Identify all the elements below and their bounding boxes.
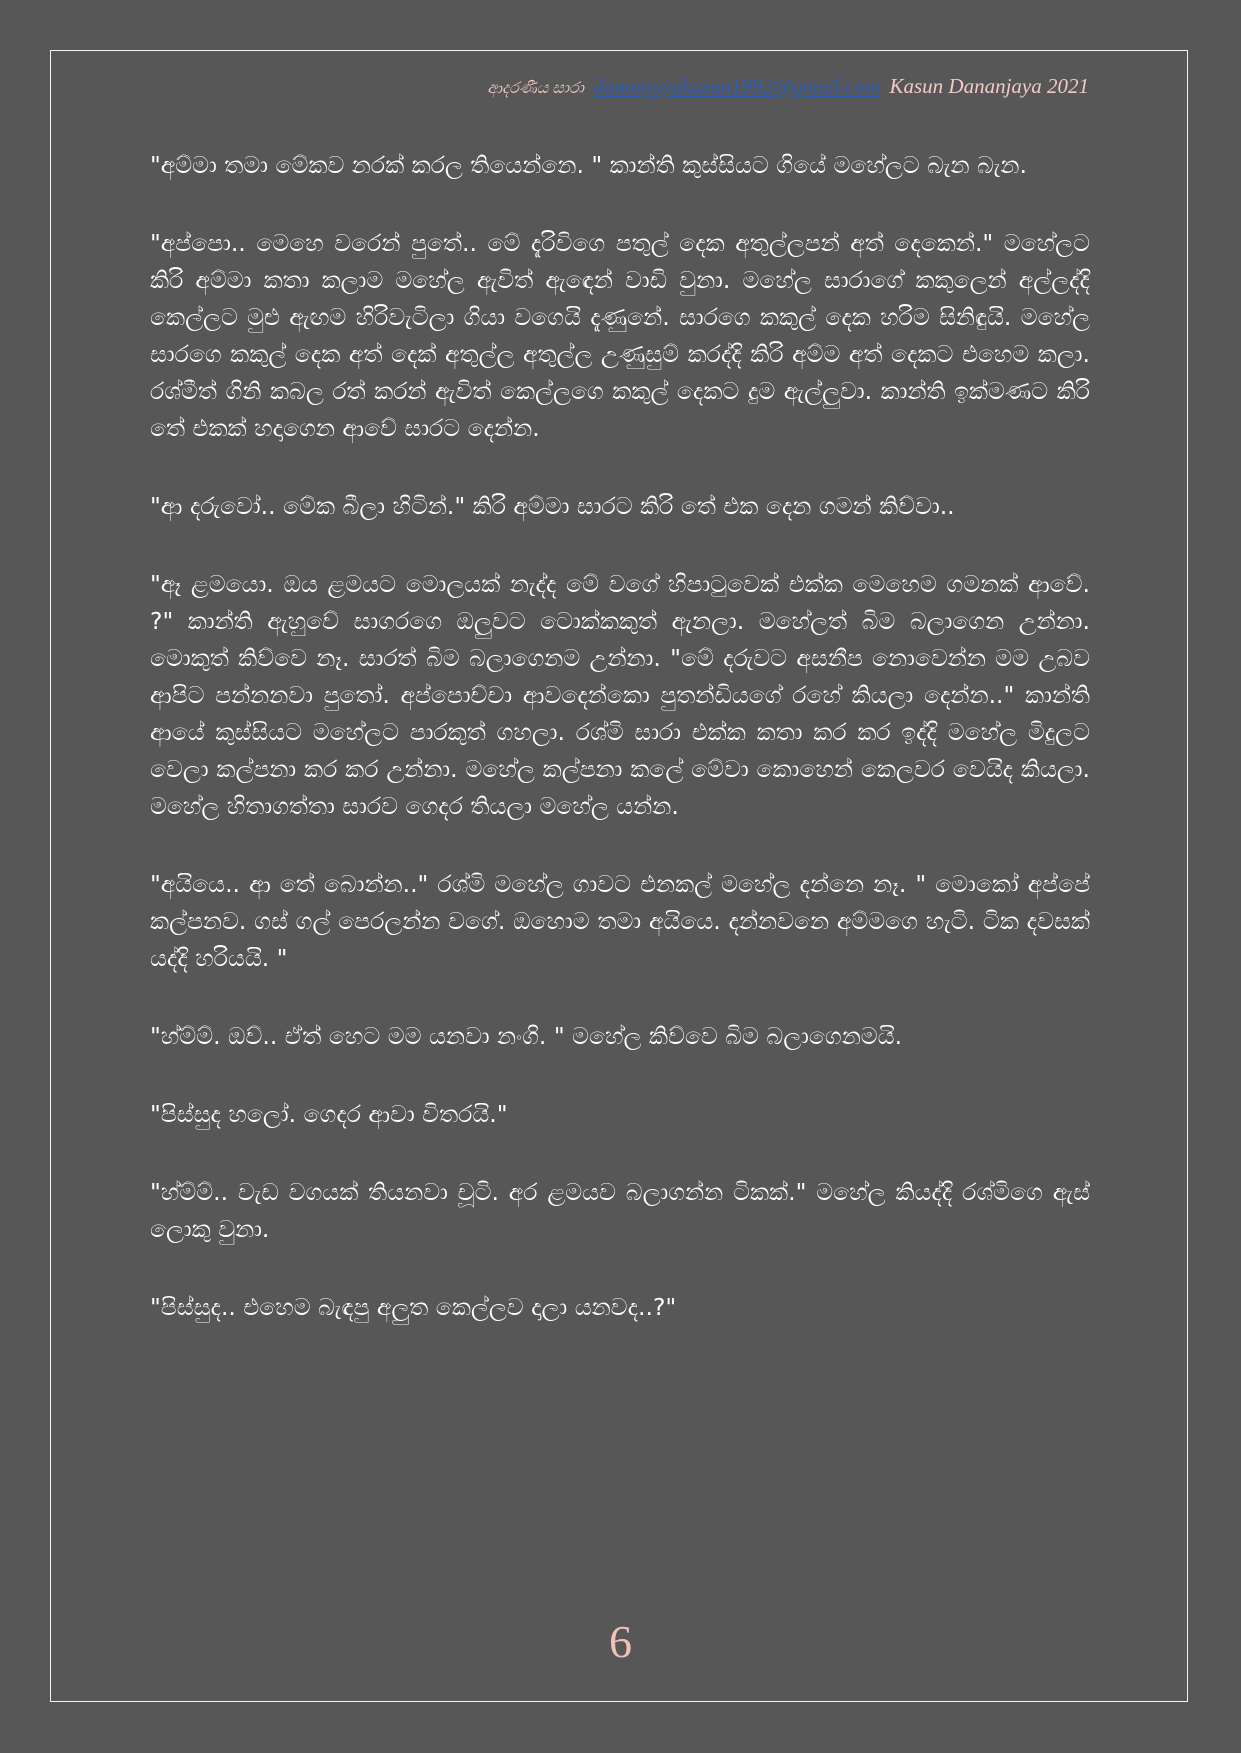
paragraph: "හ්ම්ම්. ඔව්.. ඒත් හෙට මම යනවා නංගි. " මහේල කිව්වෙ බිම බලාගෙනමයි. bbox=[150, 1022, 903, 1050]
author-email-link[interactable]: dananjayakasun1992@gmail.com bbox=[593, 74, 881, 98]
paragraph: "අප්පො.. මෙහෙ වරෙන් පුතේ.. මේ දැරිවිගෙ පතුල් දෙක අතුල්ලපන් අත් දෙකෙන්." මහේලට කිරි අම්මා කතා කලාම මහේල ඇවිත් ඇඳෙන් වාඩි වුනා. මහේල සාරාගේ කකුලෙන් අල්ලද්දි කෙල්ලට මුළු ඇඟම හිරිවැටිලා ගියා වගෙයි දැණුනේ. සාරගෙ කකුල් දෙක හරිම සිනිඳුයි. මහේල සාරගෙ කකුල් දෙක අත් දෙක් අතුල්ල අතුල්ල උණුසුම් කරද්දි කිරි අම්ම අත් දෙකට එහෙම කලා. රශ්මීත් ගිනි කබල රත් කරන් ඇවිත් කෙල්ලගෙ කකුල් දෙකට දුම ඇල්ලුවා. කාන්ති ඉක්මණට කිරි තේ එකක් හදාගෙන ආවේ සාරට දෙන්න. bbox=[150, 229, 1090, 442]
author-name: Kasun Dananjaya 2021 bbox=[889, 74, 1089, 98]
paragraph: "හ්ම්ම්.. වැඩ වගයක් තියනවා චූටි. අර ළමයව බලාගන්න ටිකක්." මහේල කියද්දි රශ්මිගෙ ඇස් ලොකු වුනා. bbox=[150, 1178, 1090, 1243]
story-body bbox=[150, 147, 1090, 1367]
paragraph: "අයියෙ.. ආ තේ බොන්න.." රශ්මි මහේල ගාවට එනකල් මහේල දන්නෙ නෑ. " මොකෝ අප්පේ කල්පනව. ගස් ගල් පෙරලන්න වගේ. ඔහොම තමා අයියෙ. දන්නවනෙ අම්මගෙ හැටි. ටික දවසක් යද්දි හරියයි. " bbox=[150, 870, 1090, 972]
paragraph: "ඈ ළමයො. ඔය ළමයට මොලයක් නැද්ද මේ වගේ හිපාටුවෙක් එක්ක මෙහෙම ගමනක් ආවේ. ?" කාන්ති ඇහුවේ සාගරගෙ ඔලුවට ටොක්කකුත් ඇනලා. මහේලත් බිම බලාගෙන උන්නා. මොකුත් කිව්වෙ නෑ. සාරත් බිම බලාගෙනම උන්නා. "මේ දරුවට අසනීප නොවෙන්න මම උබව ආපිට පන්නනවා පුතෝ. අප්පොච්චා ආවදෙන්කො පුතන්ඩියගේ රහේ කියලා දෙන්න.." කාන්ති ආයේ කුස්සියට මහේලට පාරකුත් ගහලා. රශ්මි සාරා එක්ක කතා කර කර ඉද්දි මහේල මිදුලට වෙලා කල්පනා කර කර උන්නා. මහේල කල්පනා කලේ මේවා කොහෙන් කෙලවර වෙයිද කියලා. මහේල හිතාගත්තා සාරව ගෙදර තියලා මහේල යන්න. bbox=[150, 570, 1090, 820]
page-header bbox=[487, 74, 1089, 99]
paragraph: "අම්මා තමා මේකව නරක් කරල තියෙන්නෙ. " කාන්ති කුස්සියට ගියේ මහේලට බැන බැන. bbox=[150, 151, 1027, 179]
header-greeting: ආදරණීය සාරා bbox=[487, 80, 584, 97]
page-number: 6 bbox=[609, 1616, 632, 1667]
paragraph: "පිස්සුද.. එහෙම බැඳපු අලුත කෙල්ලව දාලා යනවද..?" bbox=[150, 1293, 677, 1321]
paragraph: "ආ දරුවෝ.. මේක බීලා හිටින්." කිරි අම්මා සාරට කිරි තේ එක දෙන ගමන් කිව්වා.. bbox=[150, 492, 955, 520]
paragraph: "පිස්සුද හලෝ. ගෙදර ආවා විතරයි." bbox=[150, 1100, 508, 1128]
